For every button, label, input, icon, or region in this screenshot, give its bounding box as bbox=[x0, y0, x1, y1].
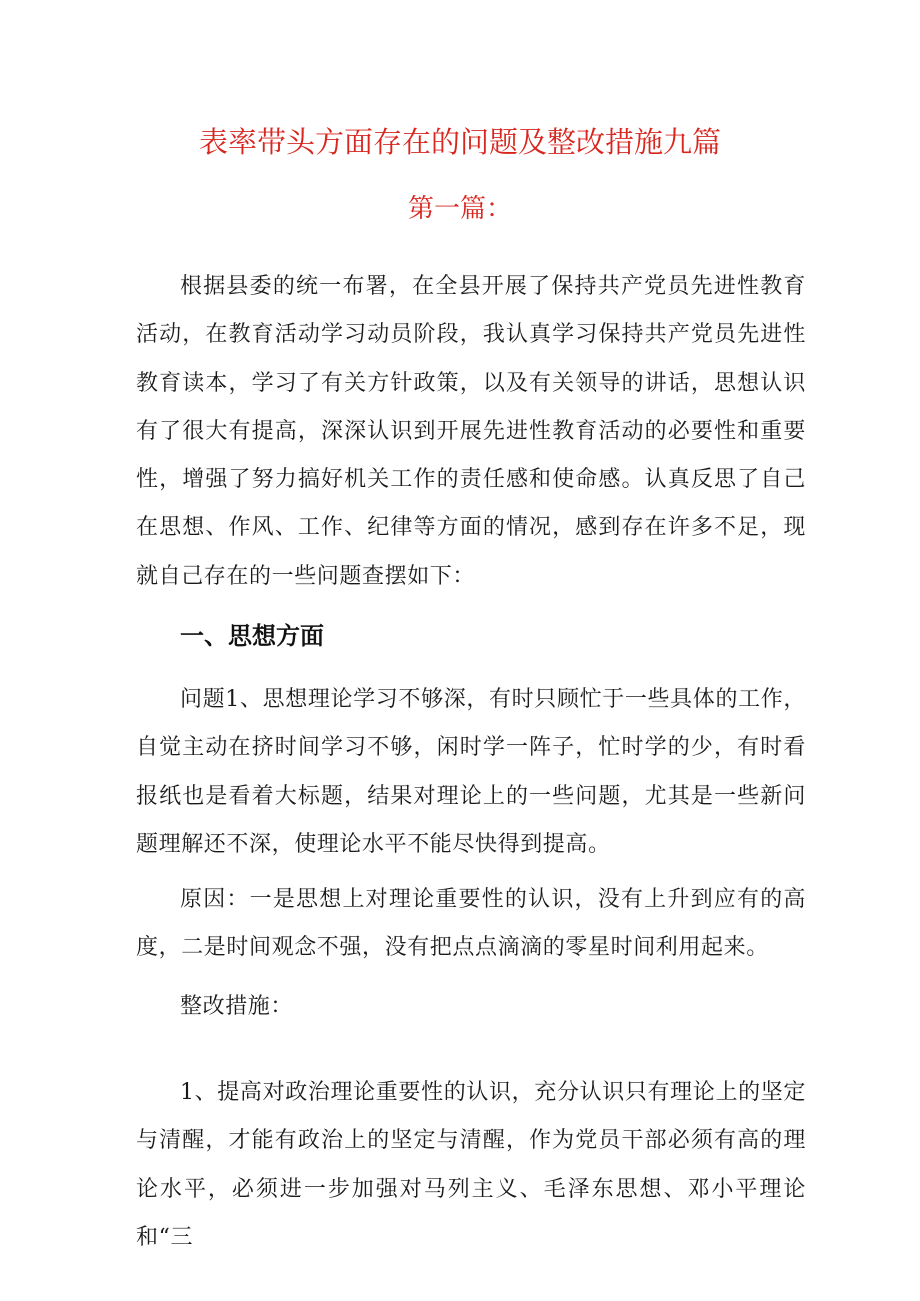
intro-paragraph: 根据县委的统一布署，在全县开展了保持共产党员先进性教育活动，在教育活动学习动员阶段，我认真学习保持共产党员先进性教育读本，学习了有关方针政策，以及有关领导的讲话，思想认识有了很大有提高，深深认识到开展先进性教育活动的必要性和重要性，增强了努力搞好机关工作的责任感和使命感。认真反思了自己在思想、作风、工作、纪律等方面的情况，感到存在许多不足，现就自己存在的一些问题查摆如下： bbox=[136, 274, 806, 589]
section-heading: 一、思想方面 bbox=[180, 622, 324, 650]
reason-paragraph: 原因：一是思想上对理论重要性的认识，没有上升到应有的高度，二是时间观念不强，没有把点点滴滴的零星时间利用起来。 bbox=[136, 887, 806, 961]
document-subtitle: 第一篇： bbox=[407, 194, 512, 224]
measure-1-paragraph: 1、提高对政治理论重要性的认识，充分认识只有理论上的坚定与清醒，才能有政治上的坚定与清醒，作为党员干部必须有高的理论水平，必须进一步加强对马列主义、毛泽东思想、邓小平理论和“三 bbox=[136, 1080, 806, 1250]
problem-paragraph: 问题1、思想理论学习不够深，有时只顾忙于一些具体的工作，自觉主动在挤时间学习不够，闲时学一阵子，忙时学的少，有时看报纸也是看着大标题，结果对理论上的一些问题，尤其是一些新问题理解还不深，使理论水平不能尽快得到提高。 bbox=[136, 687, 806, 857]
measures-label: 整改措施： bbox=[180, 994, 294, 1019]
document-title: 表率带头方面存在的问题及整改措施九篇 bbox=[198, 125, 721, 159]
